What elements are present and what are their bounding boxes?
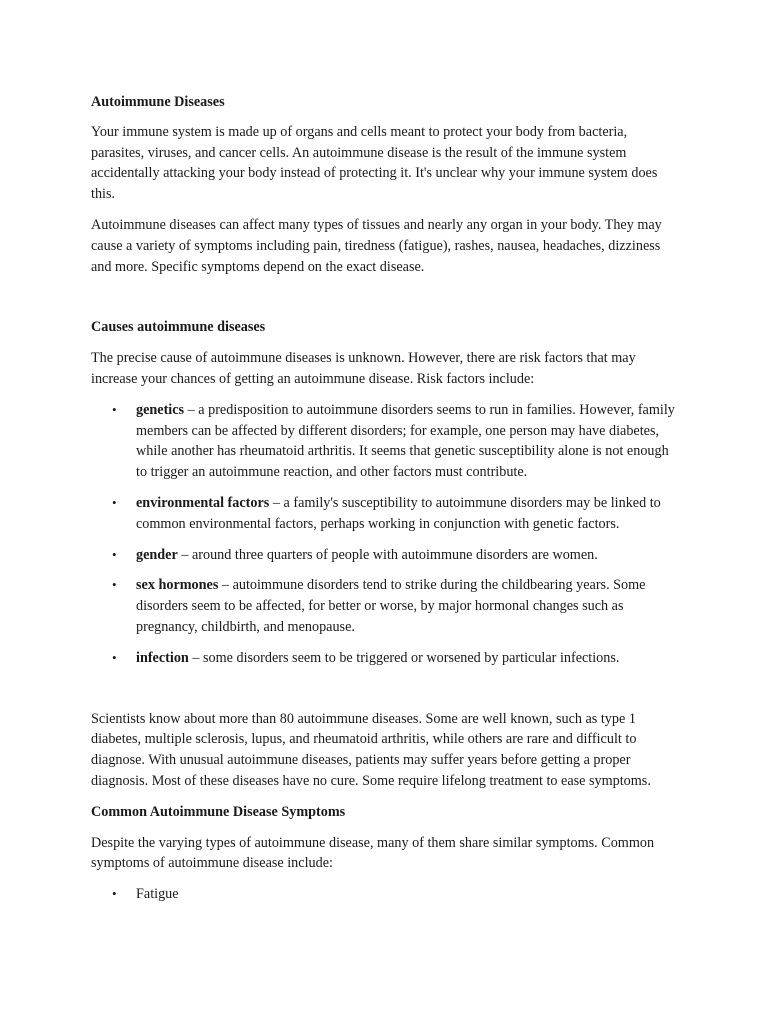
list-item: [91, 575, 681, 637]
scientists-paragraph: Scientists know about more than 80 autoimmune diseases. Some are well known, such as type 1 diabetes, multiple sclerosis, lupus, and rheumatoid arthritis, while others are rare and difficult to diagnose. With unusual autoimmune diseases, patients may suffer years before getting a proper diagnosis. Most of these diseases have no cure. Some require lifelong treatment to ease symptoms.: [91, 710, 651, 789]
list-item: [91, 884, 681, 905]
bullet-icon: •: [112, 494, 117, 510]
causes-paragraph: The precise cause of autoimmune diseases is unknown. However, there are risk factors that may increase your chances of getting an autoimmune disease. Risk factors include:: [91, 350, 636, 387]
symptoms-list: [91, 884, 681, 905]
list-item-text: Fatigue: [136, 886, 179, 903]
section-title-common-symptoms: Common Autoimmune Disease Symptoms: [91, 803, 346, 820]
section-title-autoimmune-diseases: Autoimmune Diseases: [91, 94, 225, 110]
intro-paragraph-2: Autoimmune diseases can affect many types of tissues and nearly any organ in your body. They may cause a variety of symptoms including pain, tiredness (fatigue), rashes, nausea, headaches, dizziness and more. Specific symptoms depend on the exact disease.: [91, 216, 662, 275]
list-item-text: – around three quarters of people with autoimmune disorders are women.: [177, 546, 598, 563]
list-item: [91, 400, 681, 483]
list-item-term: gender: [136, 546, 178, 563]
bullet-icon: •: [112, 577, 117, 593]
list-item-text: – a predisposition to autoimmune disorders seems to run in families. However, family members can be affected by different disorders; for example, one person may have diabetes, while another has rheumatoid arthritis. It seems that genetic susceptibility alone is not enough to trigger an autoimmune reaction, and other factors must contribute.: [136, 401, 675, 481]
list-item: [91, 493, 681, 535]
list-item-term: environmental factors: [136, 494, 270, 511]
list-item-text: – autoimmune disorders tend to strike during the childbearing years. Some disorders seem to be affected, for better or worse, by major hormonal changes such as pregnancy, childbirth, and menopause.: [136, 577, 646, 635]
risk-factors-list: [91, 400, 681, 669]
list-item-text: – some disorders seem to be triggered or worsened by particular infections.: [188, 649, 620, 666]
bullet-icon: •: [112, 401, 117, 417]
symptoms-paragraph: Despite the varying types of autoimmune disease, many of them share similar symptoms. Common symptoms of autoimmune disease include:: [91, 834, 655, 872]
document-page: [91, 92, 681, 905]
list-item: [91, 545, 681, 566]
list-item: [91, 648, 681, 669]
list-item-term: infection: [136, 649, 189, 666]
list-item-term: sex hormones: [136, 577, 219, 594]
bullet-icon: •: [112, 649, 117, 665]
list-item-term: genetics: [136, 401, 185, 418]
list-item-text: – a family's susceptibility to autoimmune disorders may be linked to common environmental factors, perhaps working in conjunction with genetic factors.: [136, 494, 661, 532]
section-title-causes: Causes autoimmune diseases: [91, 319, 266, 336]
intro-paragraph-1: Your immune system is made up of organs and cells meant to protect your body from bacteria, parasites, viruses, and cancer cells. An autoimmune disease is the result of the immune system accidentally attacking your body instead of protecting it. It's unclear why your immune system does this.: [91, 123, 658, 203]
bullet-icon: •: [112, 546, 117, 562]
bullet-icon: •: [112, 886, 117, 902]
